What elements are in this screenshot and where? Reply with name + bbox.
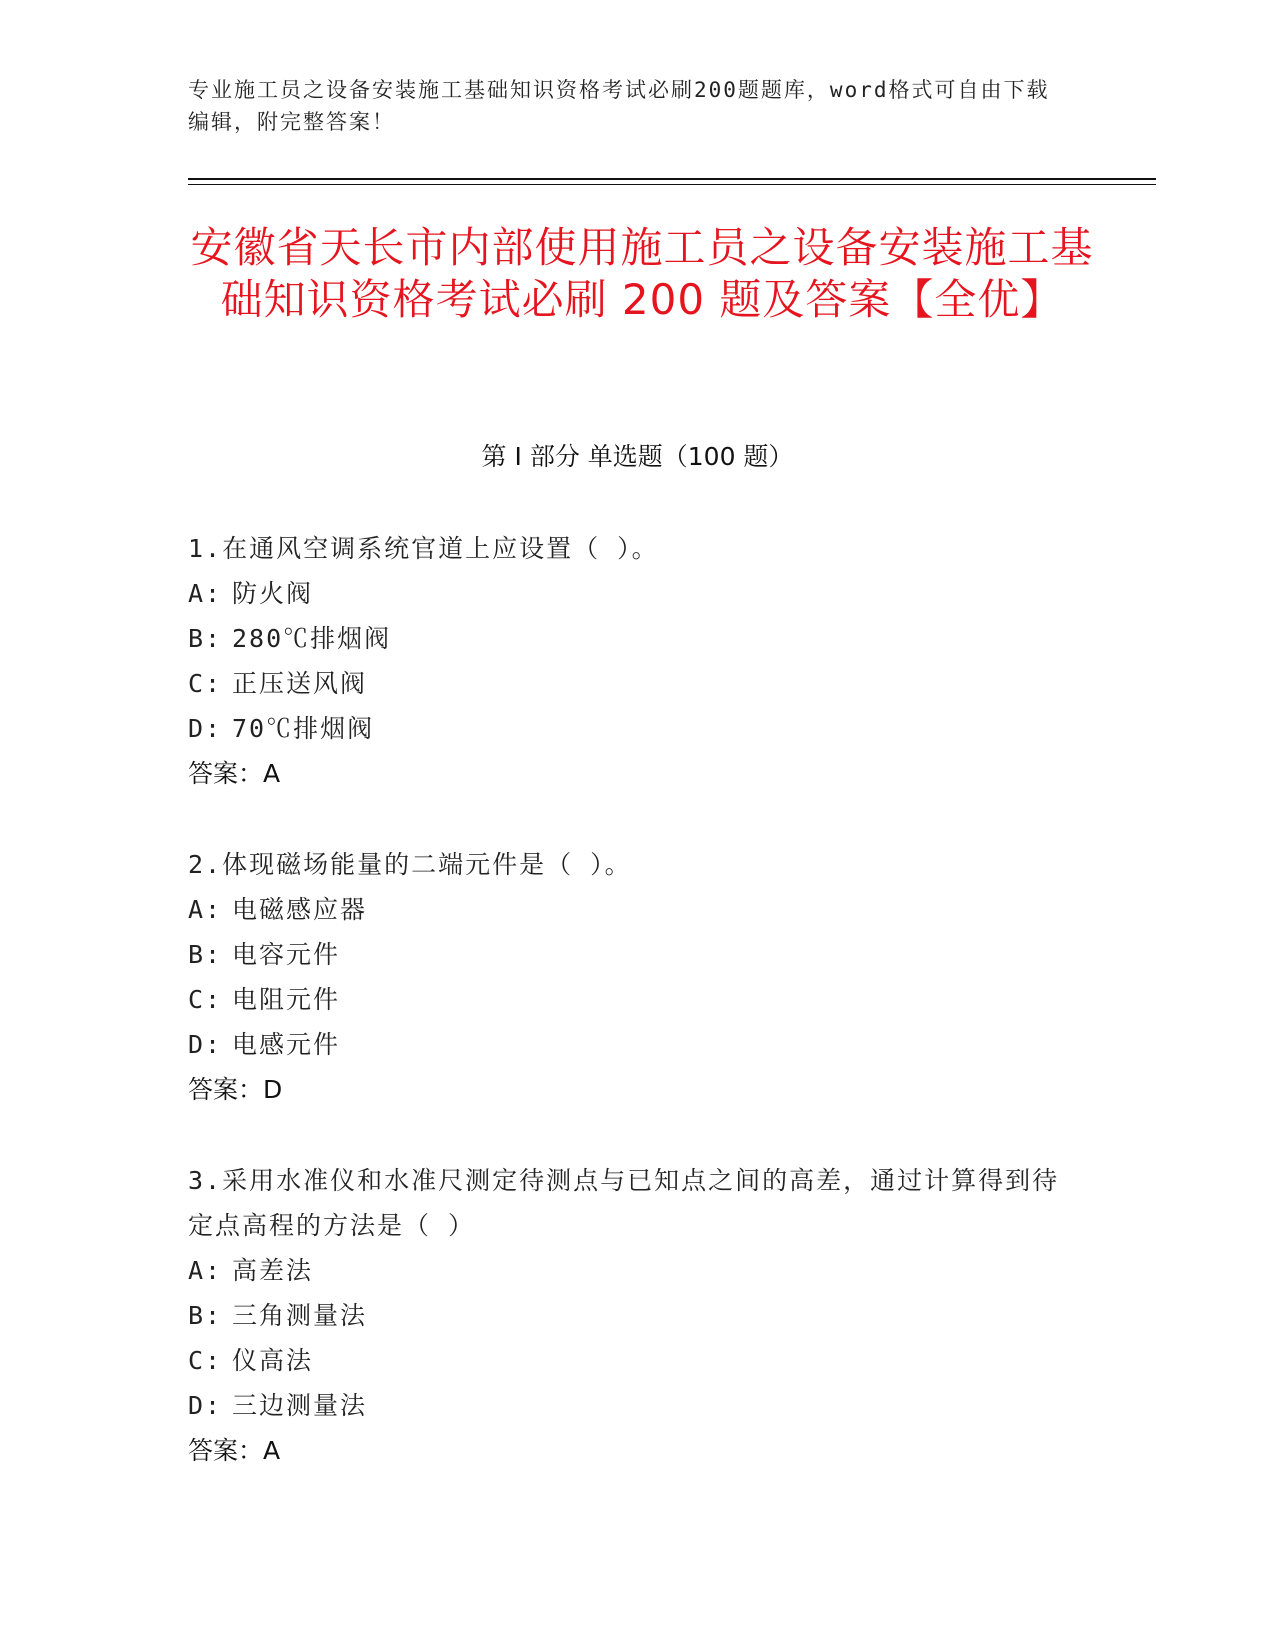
option-text: 电阻元件 xyxy=(232,985,341,1014)
option-letter: B: xyxy=(188,1301,223,1330)
option-c xyxy=(188,977,1068,1022)
option-a xyxy=(188,1248,1068,1293)
option-text: 正压送风阀 xyxy=(232,669,368,698)
option-text: 电容元件 xyxy=(232,940,341,969)
option-b xyxy=(188,932,1068,977)
option-d xyxy=(188,1383,1068,1428)
option-text: 防火阀 xyxy=(232,579,314,608)
option-letter: C: xyxy=(188,1346,223,1375)
question-stem: 3.采用水准仪和水准尺测定待测点与已知点之间的高差，通过计算得到待定点高程的方法是（ ） xyxy=(188,1166,1060,1240)
option-letter: D: xyxy=(188,1030,223,1059)
option-letter: A: xyxy=(188,1256,223,1285)
answer-prefix: 答案： xyxy=(188,1436,264,1465)
option-letter: B: xyxy=(188,940,223,969)
option-c xyxy=(188,1338,1068,1383)
option-b xyxy=(188,1293,1068,1338)
question-2 xyxy=(188,842,1068,1112)
answer-value: A xyxy=(263,1436,281,1465)
option-a xyxy=(188,887,1068,932)
option-b xyxy=(188,616,1068,661)
answer-line xyxy=(188,751,1068,796)
option-a xyxy=(188,571,1068,616)
option-letter: B: xyxy=(188,624,223,653)
answer-value: A xyxy=(263,759,281,788)
question-stem: 1.在通风空调系统官道上应设置（ ）。 xyxy=(188,534,659,563)
question-list xyxy=(188,526,1068,1519)
option-text: 三边测量法 xyxy=(232,1391,368,1420)
answer-line xyxy=(188,1067,1068,1112)
option-letter: A: xyxy=(188,579,223,608)
header-rule-thick xyxy=(188,178,1156,180)
option-c xyxy=(188,661,1068,706)
section-title: 第 I 部分 单选题（100 题） xyxy=(481,442,794,471)
option-letter: D: xyxy=(188,714,223,743)
option-text: 电感元件 xyxy=(232,1030,341,1059)
option-text: 280℃排烟阀 xyxy=(232,624,392,653)
question-stem: 2.体现磁场能量的二端元件是（ ）。 xyxy=(188,850,632,879)
answer-prefix: 答案： xyxy=(188,759,264,788)
document-title: 安徽省天长市内部使用施工员之设备安装施工基础知识资格考试必刷 200 题及答案【全优】 xyxy=(190,223,1094,324)
option-text: 仪高法 xyxy=(232,1346,314,1375)
option-text: 70℃排烟阀 xyxy=(232,714,375,743)
answer-prefix: 答案： xyxy=(188,1075,264,1104)
question-3 xyxy=(188,1158,1068,1473)
option-text: 电磁感应器 xyxy=(232,895,368,924)
option-letter: C: xyxy=(188,985,223,1014)
answer-line xyxy=(188,1428,1068,1473)
option-text: 高差法 xyxy=(232,1256,314,1285)
header-note: 专业施工员之设备安装施工基础知识资格考试必刷200题题库，word格式可自由下载编辑，附完整答案！ xyxy=(188,78,1050,134)
option-letter: D: xyxy=(188,1391,223,1420)
header-rule-thin xyxy=(188,184,1156,185)
question-1 xyxy=(188,526,1068,796)
answer-value: D xyxy=(263,1075,283,1104)
option-text: 三角测量法 xyxy=(232,1301,368,1330)
option-d xyxy=(188,1022,1068,1067)
option-d xyxy=(188,706,1068,751)
option-letter: A: xyxy=(188,895,223,924)
option-letter: C: xyxy=(188,669,223,698)
